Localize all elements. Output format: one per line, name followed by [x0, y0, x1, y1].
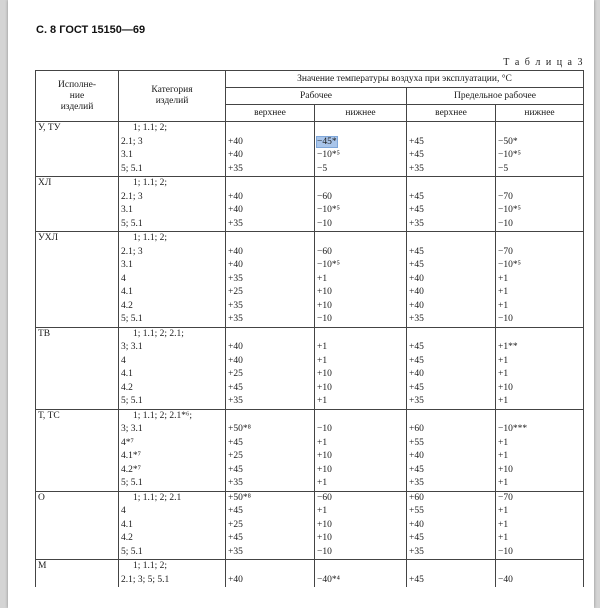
working-lower-cell: −10*⁵ [315, 204, 407, 218]
table-row [36, 382, 584, 396]
table-row [36, 395, 584, 409]
category-cell: 4 [119, 355, 226, 369]
table-row [36, 177, 584, 191]
table-row [36, 450, 584, 464]
version-cell [36, 218, 119, 232]
version-cell: УХЛ [36, 232, 119, 246]
table-row [36, 355, 584, 369]
category-cell: 4.2 [119, 532, 226, 546]
working-upper-cell: +40 [226, 574, 315, 588]
table-row [36, 477, 584, 491]
version-cell [36, 246, 119, 260]
working-lower-cell: +10 [315, 519, 407, 533]
limit-lower-cell: −10 [496, 218, 584, 232]
table-row [36, 191, 584, 205]
working-upper-cell: +45 [226, 437, 315, 451]
working-lower-cell [315, 560, 407, 574]
limit-lower-cell [496, 232, 584, 246]
working-upper-cell: +40 [226, 149, 315, 163]
category-cell: 3; 3.1 [119, 423, 226, 437]
working-upper-cell: +40 [226, 191, 315, 205]
working-upper-cell: +40 [226, 246, 315, 260]
limit-upper-cell: +45 [407, 204, 496, 218]
working-lower-cell: +1 [315, 437, 407, 451]
limit-upper-cell: +60 [407, 423, 496, 437]
working-upper-cell: +40 [226, 136, 315, 150]
col-limit-upper: верхнее [407, 105, 496, 122]
table-row [36, 122, 584, 136]
working-upper-cell: +35 [226, 300, 315, 314]
working-lower-cell: +1 [315, 477, 407, 491]
working-upper-cell: +50*⁸ [226, 491, 315, 505]
limit-upper-cell: +40 [407, 519, 496, 533]
version-cell [36, 505, 119, 519]
climate-table [35, 70, 584, 587]
category-cell: 4.1 [119, 286, 226, 300]
col-limit-lower: нижнее [496, 105, 584, 122]
version-cell [36, 464, 119, 478]
working-lower-cell: +1 [315, 505, 407, 519]
limit-upper-cell: +35 [407, 313, 496, 327]
version-cell [36, 437, 119, 451]
category-cell: 5; 5.1 [119, 477, 226, 491]
limit-upper-cell: +45 [407, 136, 496, 150]
working-lower-cell: −10 [315, 218, 407, 232]
working-upper-cell: +25 [226, 519, 315, 533]
working-upper-cell: +45 [226, 505, 315, 519]
category-cell: 3.1 [119, 259, 226, 273]
version-cell: У, ТУ [36, 122, 119, 136]
limit-lower-cell: −50* [496, 136, 584, 150]
limit-upper-cell: +45 [407, 382, 496, 396]
table-row [36, 327, 584, 341]
working-lower-cell: +1 [315, 395, 407, 409]
category-cell: 1; 1.1; 2; [119, 232, 226, 246]
working-lower-cell: −60 [315, 491, 407, 505]
limit-upper-cell: +45 [407, 191, 496, 205]
working-upper-cell [226, 327, 315, 341]
col-working-upper: верхнее [226, 105, 315, 122]
working-lower-cell [315, 232, 407, 246]
category-cell: 4.1 [119, 368, 226, 382]
table-row [36, 574, 584, 588]
limit-upper-cell: +35 [407, 395, 496, 409]
version-cell [36, 382, 119, 396]
table-row [36, 313, 584, 327]
limit-upper-cell: +45 [407, 246, 496, 260]
working-lower-cell [315, 409, 407, 423]
limit-upper-cell: +45 [407, 355, 496, 369]
working-upper-cell: +40 [226, 259, 315, 273]
category-cell: 1; 1.1; 2; 2.1 [119, 491, 226, 505]
category-cell: 1; 1.1; 2; 2.1*⁶; [119, 409, 226, 423]
working-lower-cell [315, 122, 407, 136]
category-cell: 2.1; 3 [119, 246, 226, 260]
limit-lower-cell: −70 [496, 191, 584, 205]
table-row [36, 232, 584, 246]
limit-lower-cell: −10*** [496, 423, 584, 437]
limit-upper-cell [407, 177, 496, 191]
limit-upper-cell [407, 409, 496, 423]
version-cell [36, 313, 119, 327]
limit-upper-cell: +35 [407, 218, 496, 232]
limit-upper-cell: +55 [407, 437, 496, 451]
table-caption: Т а б л и ц а 3 [503, 57, 584, 68]
working-lower-cell: −60 [315, 246, 407, 260]
working-lower-cell: +10 [315, 532, 407, 546]
limit-lower-cell: +1 [496, 505, 584, 519]
limit-lower-cell [496, 560, 584, 574]
category-cell: 4.2 [119, 300, 226, 314]
working-lower-cell: −10*⁵ [315, 259, 407, 273]
limit-lower-cell: +1 [496, 532, 584, 546]
working-lower-cell [315, 177, 407, 191]
working-upper-cell: +35 [226, 273, 315, 287]
limit-lower-cell: +1 [496, 519, 584, 533]
limit-lower-cell: −10*⁵ [496, 259, 584, 273]
limit-lower-cell [496, 409, 584, 423]
working-upper-cell: +25 [226, 450, 315, 464]
working-upper-cell: +45 [226, 382, 315, 396]
limit-upper-cell: +45 [407, 532, 496, 546]
version-cell [36, 341, 119, 355]
version-cell [36, 149, 119, 163]
category-cell: 4.1*⁷ [119, 450, 226, 464]
limit-lower-cell: −70 [496, 491, 584, 505]
version-cell: О [36, 491, 119, 505]
limit-upper-cell: +45 [407, 574, 496, 588]
table-row [36, 423, 584, 437]
working-upper-cell: +35 [226, 395, 315, 409]
limit-lower-cell: +1 [496, 368, 584, 382]
table-row [36, 246, 584, 260]
working-upper-cell: +25 [226, 368, 315, 382]
limit-lower-cell: +1 [496, 355, 584, 369]
working-upper-cell: +35 [226, 313, 315, 327]
category-cell: 2.1; 3 [119, 191, 226, 205]
limit-upper-cell: +40 [407, 450, 496, 464]
working-lower-cell [315, 136, 407, 150]
version-cell [36, 136, 119, 150]
limit-upper-cell: +40 [407, 273, 496, 287]
working-lower-cell: +1 [315, 341, 407, 355]
limit-upper-cell [407, 560, 496, 574]
category-cell: 4 [119, 505, 226, 519]
working-lower-cell: −40*⁴ [315, 574, 407, 588]
version-cell [36, 423, 119, 437]
limit-upper-cell: +55 [407, 505, 496, 519]
limit-upper-cell: +45 [407, 149, 496, 163]
working-upper-cell: +35 [226, 477, 315, 491]
table-row [36, 437, 584, 451]
selected-value-highlight[interactable]: −45* [317, 136, 337, 147]
col-category-header [119, 71, 226, 122]
table-row [36, 560, 584, 574]
limit-upper-cell: +40 [407, 300, 496, 314]
category-cell: 1; 1.1; 2; [119, 177, 226, 191]
working-lower-cell: +1 [315, 273, 407, 287]
version-cell [36, 450, 119, 464]
category-cell: 5; 5.1 [119, 218, 226, 232]
version-cell [36, 574, 119, 588]
category-cell: 3; 3.1 [119, 341, 226, 355]
table-row [36, 532, 584, 546]
limit-lower-cell: −10*⁵ [496, 204, 584, 218]
limit-lower-cell: +1 [496, 395, 584, 409]
col-version-header [36, 71, 119, 122]
version-cell: М [36, 560, 119, 574]
table-row [36, 505, 584, 519]
table-body [36, 122, 584, 588]
limit-lower-cell: +10 [496, 382, 584, 396]
limit-lower-cell: +1 [496, 273, 584, 287]
version-cell: Т, ТС [36, 409, 119, 423]
limit-lower-cell: +1 [496, 477, 584, 491]
version-cell [36, 395, 119, 409]
table-row [36, 368, 584, 382]
limit-lower-cell: −5 [496, 163, 584, 177]
version-cell [36, 532, 119, 546]
version-cell [36, 273, 119, 287]
col-working-header: Рабочее [226, 88, 407, 105]
working-lower-cell: −5 [315, 163, 407, 177]
table-row [36, 204, 584, 218]
working-upper-cell: +40 [226, 341, 315, 355]
limit-lower-cell [496, 177, 584, 191]
limit-upper-cell: +40 [407, 368, 496, 382]
working-lower-cell: −10 [315, 313, 407, 327]
limit-upper-cell: +45 [407, 259, 496, 273]
working-upper-cell [226, 122, 315, 136]
version-cell [36, 355, 119, 369]
limit-lower-cell: −10 [496, 313, 584, 327]
page-header: С. 8 ГОСТ 15150—69 [36, 24, 146, 36]
limit-upper-cell: +60 [407, 491, 496, 505]
limit-upper-cell [407, 122, 496, 136]
table-row [36, 218, 584, 232]
version-cell [36, 191, 119, 205]
working-upper-cell [226, 177, 315, 191]
working-upper-cell: +35 [226, 218, 315, 232]
working-lower-cell: +1 [315, 355, 407, 369]
version-cell: ХЛ [36, 177, 119, 191]
limit-lower-cell [496, 327, 584, 341]
working-lower-cell: −10 [315, 423, 407, 437]
working-lower-cell: −60 [315, 191, 407, 205]
limit-upper-cell [407, 232, 496, 246]
limit-upper-cell: +45 [407, 464, 496, 478]
category-cell: 5; 5.1 [119, 395, 226, 409]
category-cell: 1; 1.1; 2; [119, 122, 226, 136]
category-cell: 3.1 [119, 204, 226, 218]
limit-lower-cell: +1 [496, 450, 584, 464]
document-page [8, 0, 594, 608]
working-lower-cell: −10 [315, 546, 407, 560]
version-cell [36, 286, 119, 300]
category-cell: 5; 5.1 [119, 546, 226, 560]
working-lower-cell: +10 [315, 368, 407, 382]
col-limit-working-header: Предельное рабочее [407, 88, 584, 105]
working-lower-cell: −10*⁵ [315, 149, 407, 163]
limit-lower-cell: +1 [496, 300, 584, 314]
working-upper-cell: +45 [226, 532, 315, 546]
limit-lower-cell: −10 [496, 546, 584, 560]
version-cell: ТВ [36, 327, 119, 341]
category-cell: 2.1; 3 [119, 136, 226, 150]
limit-upper-cell [407, 327, 496, 341]
working-lower-cell: +10 [315, 382, 407, 396]
working-lower-cell: +10 [315, 300, 407, 314]
col-category-label: Категория изделий [151, 85, 193, 106]
version-cell [36, 368, 119, 382]
limit-lower-cell: +10 [496, 464, 584, 478]
version-cell [36, 477, 119, 491]
table-row [36, 341, 584, 355]
working-upper-cell [226, 232, 315, 246]
limit-lower-cell: −40 [496, 574, 584, 588]
category-cell: 4.1 [119, 519, 226, 533]
table-row [36, 163, 584, 177]
limit-upper-cell: +35 [407, 163, 496, 177]
category-cell: 4.2*⁷ [119, 464, 226, 478]
version-cell [36, 519, 119, 533]
working-upper-cell: +50*⁸ [226, 423, 315, 437]
category-cell: 1; 1.1; 2; [119, 560, 226, 574]
category-cell: 5; 5.1 [119, 313, 226, 327]
table-row [36, 136, 584, 150]
category-cell: 4*⁷ [119, 437, 226, 451]
category-cell: 2.1; 3; 5; 5.1 [119, 574, 226, 588]
working-upper-cell [226, 560, 315, 574]
limit-lower-cell: −70 [496, 246, 584, 260]
version-cell [36, 204, 119, 218]
table-row [36, 300, 584, 314]
table-row [36, 519, 584, 533]
working-upper-cell: +40 [226, 204, 315, 218]
limit-upper-cell: +45 [407, 341, 496, 355]
working-lower-cell: +10 [315, 286, 407, 300]
table-row [36, 149, 584, 163]
limit-upper-cell: +40 [407, 286, 496, 300]
col-working-lower: нижнее [315, 105, 407, 122]
working-upper-cell: +25 [226, 286, 315, 300]
table-row [36, 464, 584, 478]
limit-lower-cell: +1** [496, 341, 584, 355]
col-version-label: Исполне- ние изделий [58, 79, 96, 112]
category-cell: 1; 1.1; 2; 2.1; [119, 327, 226, 341]
working-upper-cell: +40 [226, 355, 315, 369]
version-cell [36, 300, 119, 314]
category-cell: 5; 5.1 [119, 163, 226, 177]
category-cell: 4 [119, 273, 226, 287]
limit-upper-cell: +35 [407, 546, 496, 560]
table-row [36, 491, 584, 505]
working-upper-cell: +45 [226, 464, 315, 478]
col-temperature-header: Значение температуры воздуха при эксплуатации, °С [226, 71, 584, 88]
table-row [36, 286, 584, 300]
working-upper-cell [226, 409, 315, 423]
limit-lower-cell: +1 [496, 286, 584, 300]
version-cell [36, 259, 119, 273]
table-row [36, 273, 584, 287]
category-cell: 4.2 [119, 382, 226, 396]
working-upper-cell: +35 [226, 163, 315, 177]
limit-lower-cell: −10*⁵ [496, 149, 584, 163]
working-lower-cell [315, 327, 407, 341]
working-lower-cell: +10 [315, 450, 407, 464]
limit-upper-cell: +35 [407, 477, 496, 491]
version-cell [36, 163, 119, 177]
category-cell: 3.1 [119, 149, 226, 163]
limit-lower-cell: +1 [496, 437, 584, 451]
version-cell [36, 546, 119, 560]
working-lower-cell: +10 [315, 464, 407, 478]
working-upper-cell: +35 [226, 546, 315, 560]
table-row [36, 546, 584, 560]
table-row [36, 259, 584, 273]
table-row [36, 409, 584, 423]
limit-lower-cell [496, 122, 584, 136]
